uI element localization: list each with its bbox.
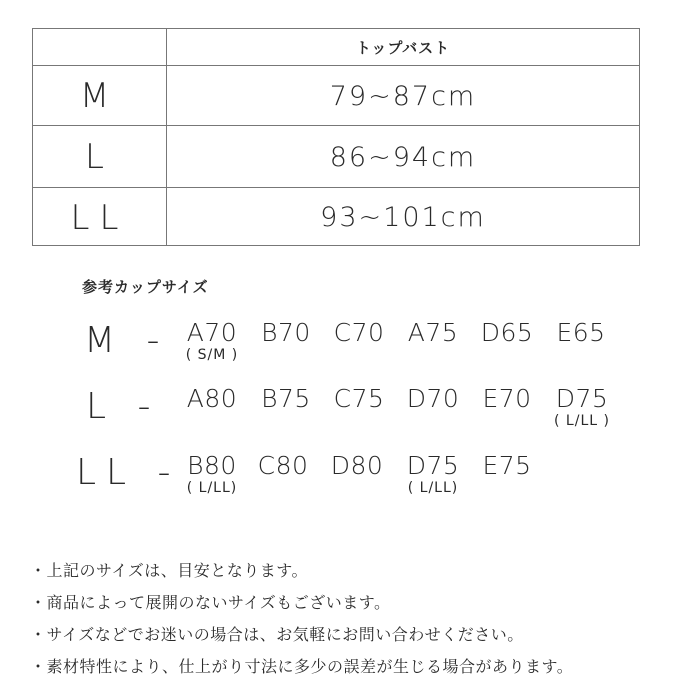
cup-item — [397, 384, 469, 413]
size-label: M — [79, 76, 120, 116]
cup-code: D70 — [406, 384, 460, 413]
cup-item — [321, 451, 393, 480]
note-item: ・サイズなどでお迷いの場合は、お気軽にお問い合わせください。 — [30, 625, 524, 644]
cup-code: A70 — [186, 318, 238, 347]
size-table — [32, 28, 640, 246]
size-label: LL — [70, 197, 129, 238]
cup-item — [397, 318, 469, 347]
note-item: ・商品によって展開のないサイズもございます。 — [30, 593, 391, 612]
reference-cup-title: 参考カップサイズ — [82, 278, 209, 296]
note-item: ・素材特性により、仕上がり寸法に多少の誤差が生じる場合があります。 — [30, 657, 574, 676]
cup-code: E70 — [482, 384, 532, 413]
cup-item — [176, 384, 248, 413]
table-header-row — [33, 29, 639, 65]
table-row — [33, 65, 639, 126]
cup-item — [397, 451, 469, 496]
bust-range: 79~87cm — [329, 80, 477, 112]
cup-item — [323, 318, 395, 347]
cup-row-label: M - — [84, 320, 170, 361]
cup-code: B70 — [261, 318, 311, 347]
cup-item — [471, 384, 543, 413]
cup-row-label: L - — [86, 386, 161, 427]
top-bust-header: トップバスト — [355, 38, 451, 57]
cup-code: B80 — [187, 451, 237, 480]
size-label: L — [85, 137, 114, 177]
cup-code: D75 — [555, 384, 609, 413]
cup-code: A75 — [407, 318, 459, 347]
cup-note: ( L/LL) — [186, 480, 238, 496]
cup-note: ( S/M ) — [185, 347, 239, 363]
cup-code: D65 — [480, 318, 534, 347]
table-row — [33, 187, 639, 247]
cup-code: D80 — [330, 451, 384, 480]
cup-note: ( L/LL ) — [554, 413, 610, 429]
cup-code: C70 — [333, 318, 385, 347]
cup-item — [545, 318, 617, 347]
cup-note: ( L/LL) — [407, 480, 459, 496]
cup-item — [471, 451, 543, 480]
cup-code: C80 — [257, 451, 309, 480]
cup-item — [176, 318, 248, 363]
table-row — [33, 125, 639, 188]
notes-list — [30, 555, 573, 683]
cup-code: D75 — [406, 451, 460, 480]
note-item: ・上記のサイズは、目安となります。 — [30, 561, 308, 580]
cup-code: E65 — [556, 318, 606, 347]
bust-range: 86~94cm — [329, 141, 477, 173]
cup-item — [323, 384, 395, 413]
cup-row-label: LL - — [76, 452, 181, 493]
cup-item — [247, 451, 319, 480]
bust-range: 93~101cm — [320, 202, 486, 233]
cup-code: B75 — [261, 384, 311, 413]
cup-item — [545, 384, 619, 429]
cup-item — [250, 318, 322, 347]
cup-item — [250, 384, 322, 413]
cup-code: C75 — [333, 384, 385, 413]
cup-item — [471, 318, 543, 347]
cup-code: E75 — [482, 451, 532, 480]
cup-item — [176, 451, 248, 496]
cup-code: A80 — [186, 384, 238, 413]
column-divider — [166, 29, 167, 245]
